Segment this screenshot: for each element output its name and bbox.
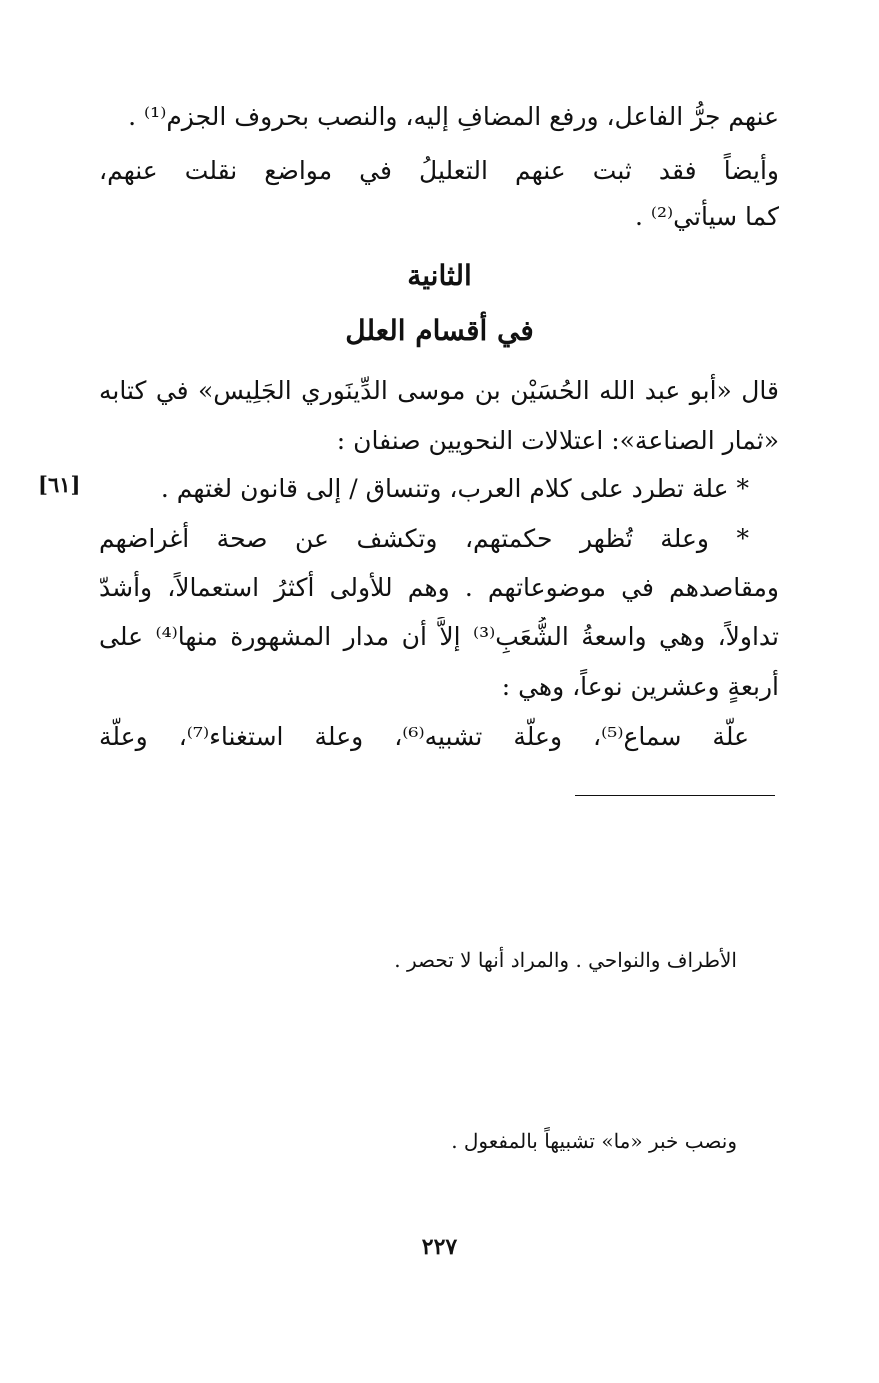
para-line-5: ومقاصدهم في موضوعاتهم . وهم للأولى أكثرُ استعمالاً، وأشدّ <box>99 573 779 602</box>
para-line-3: * علة تطرد على كلام العرب، وتنساق / إلى قانون لغتهم . <box>160 474 749 503</box>
para-line-2: «ثمار الصناعة»: اعتلالات النحويين صنفان : <box>336 426 779 455</box>
footnote-3-continuation: الأطراف والنواحي . والمراد أنها لا تحصر . <box>394 948 737 972</box>
section-title-heading: في أقسام العلل <box>345 314 534 347</box>
footnote-6-continuation: ونصب خبر «ما» تشبيهاً بالمفعول . <box>451 1129 737 1153</box>
margin-reference: [٦١] <box>38 472 81 497</box>
body-line-3: كما سيأتي⁽²⁾ . <box>634 202 779 231</box>
body-line-1: عنهم جرُّ الفاعل، ورفع المضافِ إليه، والنصب بحروف الجزم⁽¹⁾ . <box>128 102 779 131</box>
para-line-1: قال «أبو عبد الله الحُسَيْن بن موسى الدِّينَوري الجَلِيس» في كتابه <box>99 376 779 405</box>
body-line-2: وأيضاً فقد ثبت عنهم التعليلُ في مواضع نقلت عنهم، <box>99 156 779 185</box>
footnote-separator <box>575 795 775 796</box>
para-line-4: * وعلة تُظهر حكمتهم، وتكشف عن صحة أغراضهم <box>99 524 749 553</box>
para-line-7: أربعةٍ وعشرين نوعاً، وهي : <box>501 672 779 701</box>
page-number: ٢٢٧ <box>421 1234 458 1260</box>
section-number-heading: الثانية <box>407 259 472 292</box>
para-line-8: علّة سماع⁽⁵⁾، وعلّة تشبيه⁽⁶⁾، وعلة استغناء⁽⁷⁾، وعلّة <box>99 722 749 751</box>
para-line-6: تداولاً، وهي واسعةُ الشُّعَبِ⁽³⁾ إلاَّ أن مدار المشهورة منها⁽⁴⁾ على <box>99 622 779 651</box>
